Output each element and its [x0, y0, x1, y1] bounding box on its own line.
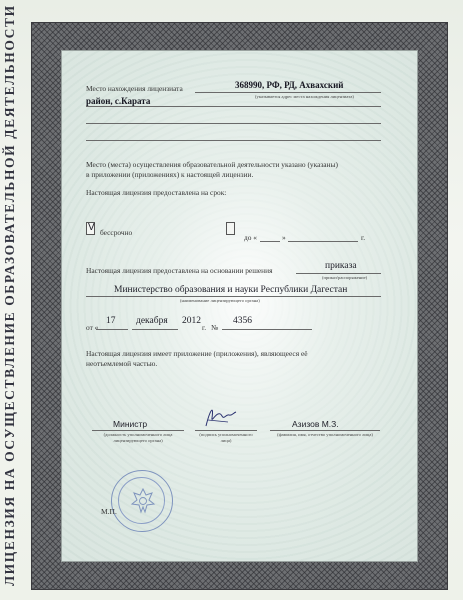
activity-place-line1: Место (места) осуществления образовательной деятельности указано (указаны) [86, 160, 338, 169]
location-value-line2: район, с.Карата [86, 96, 151, 106]
signer-position-hint: (должность уполномоченного лица лицензирующего органа) [103, 432, 173, 443]
activity-place-line2: в приложении (приложениях) к настоящей лицензии. [86, 170, 254, 179]
until-checkbox [226, 222, 235, 235]
signer-position: Министр [113, 419, 148, 429]
signature-hint: (подпись уполномоченного лица) [199, 432, 253, 443]
official-seal-stamp [111, 470, 173, 532]
indefinite-label: бессрочно [100, 228, 133, 237]
location-label: Место нахождения лицензиата [86, 84, 183, 93]
decision-month-line [132, 329, 178, 330]
location-line2 [86, 106, 381, 107]
decision-month: декабря [136, 316, 168, 326]
decision-date-prefix: от « [86, 323, 99, 332]
vertical-title: ЛИЦЕНЗИЯ НА ОСУЩЕСТВЛЕНИЕ ОБРАЗОВАТЕЛЬНОЙ ДЕЯТЕЛЬНОСТИ [2, 4, 17, 586]
authority-line [86, 296, 381, 297]
location-line1 [195, 92, 381, 93]
signer-position-line [92, 430, 184, 431]
authority-hint: (наименование лицензирующего органа) [180, 298, 260, 303]
location-hint: (указывается адрес места нахождения лицензиата) [255, 94, 354, 99]
decision-type: приказа [325, 261, 357, 271]
seal-label: М.П. [101, 507, 117, 516]
decision-type-hint: (приказ/распоряжение) [322, 275, 368, 280]
authority-name: Министерство образования и науки Республики Дагестан [114, 285, 348, 295]
decision-day-line [96, 329, 128, 330]
signer-name-hint: (фамилия, имя, отчество уполномоченного лица) [277, 432, 373, 437]
decision-number-label: № [211, 323, 219, 332]
decision-number: 4356 [233, 316, 252, 326]
appendix-line1: Настоящая лицензия имеет приложение (приложения), являющееся её [86, 349, 308, 358]
term-label: Настоящая лицензия предоставлена на срок: [86, 188, 227, 197]
handwritten-signature [198, 400, 240, 432]
decision-day: 17 [106, 316, 116, 326]
location-line4 [86, 140, 381, 141]
until-suffix: г. [361, 233, 366, 242]
until-month-line [288, 241, 358, 242]
signer-name: Азизов М.З. [292, 419, 339, 429]
indefinite-checkmark: V [88, 222, 95, 233]
decision-type-line [296, 273, 381, 274]
signature-line [195, 430, 257, 431]
until-day-line [260, 241, 280, 242]
until-mid: » [282, 233, 286, 242]
location-value-line1: 368990, РФ, РД, Ахвахский [235, 80, 344, 90]
basis-label: Настоящая лицензия предоставлена на основании решения [86, 266, 273, 275]
decision-year: 2012 [182, 316, 201, 326]
appendix-line2: неотъемлемой частью. [86, 359, 158, 368]
decision-number-line [222, 329, 312, 330]
location-line3 [86, 123, 381, 124]
until-prefix: до « [244, 233, 257, 242]
decision-year-suffix: г. [202, 323, 207, 332]
signer-name-line [270, 430, 380, 431]
coat-of-arms-emblem [130, 487, 156, 515]
